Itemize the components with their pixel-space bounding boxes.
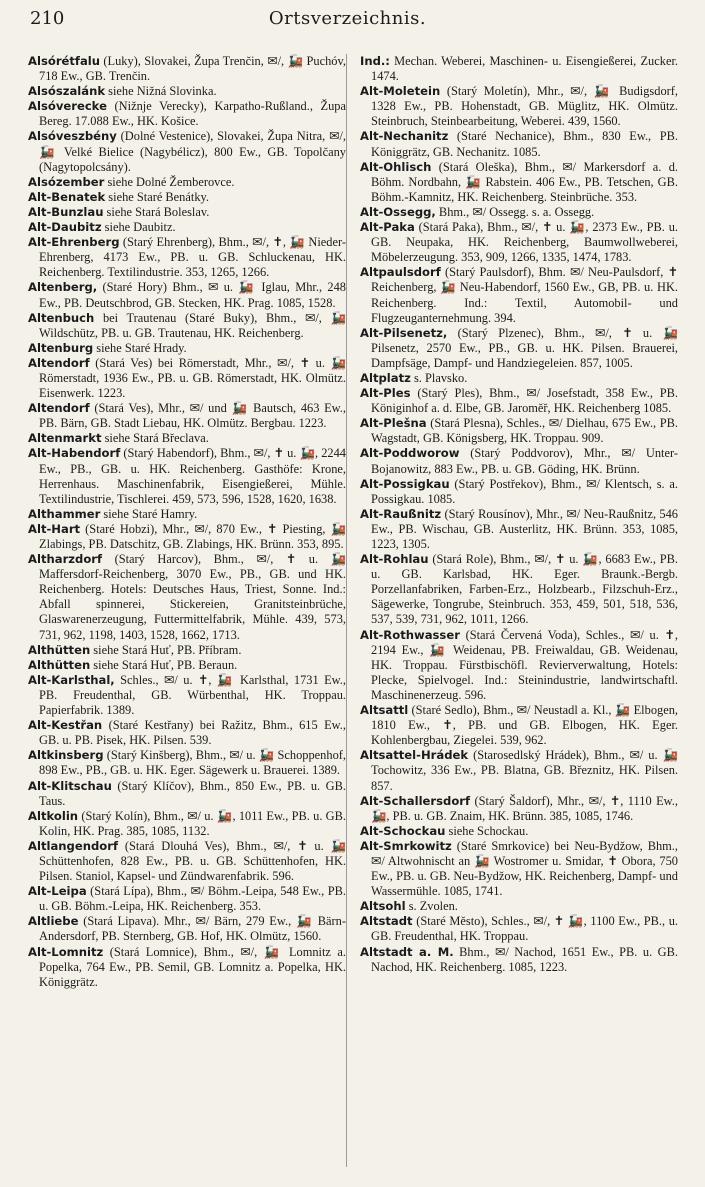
entry-text: (Starosedlský Hrádek), Bhm., ✉/ u. 🚂 Tochowitz, 336 Ew., PB. Blatna, GB. Březnitz, HK. Pilsen. 857.: [371, 748, 678, 793]
entry-text: (Staré Kestřany) bei Ražitz, Bhm., 615 Ew., GB. u. PB. Pisek, HK. Pilsen. 539.: [39, 718, 346, 748]
index-entry: [360, 703, 678, 748]
entry-headword: Altliebe: [28, 914, 79, 929]
entry-headword: Alt-Ohlisch: [360, 159, 432, 174]
index-entry: [28, 839, 346, 884]
index-entry: [360, 205, 678, 220]
entry-headword: Alsózember: [28, 174, 105, 189]
index-entry: [28, 673, 346, 718]
entry-text: (Stará Červená Voda), Schles., ✉/ u. ✝, 2194 Ew., 🚂 Weidenau, PB. Freiwaldau, GB. Weidenau, HK. Troppau. Fürstbischöfl. Revierverwaltung, Hotels: Plecke, Spielvogel. Ind.: Steinindustrie, landwirtschaftl. Maschinenerzeug. 596.: [371, 627, 678, 702]
entry-text: (Stará Ves) bei Römerstadt, Mhr., ✉/, ✝ u. 🚂 Römerstadt, 1936 Ew., PB. u. GB. Römerstadt, HK. Olmütz. Eisenwerk. 1223.: [39, 355, 346, 401]
entry-text: (Stará Oleška), Bhm., ✉/ Markersdorf a. d. Böhm. Nordbahn, 🚂 Rabstein. 406 Ew., PB. Tetschen, GB. Böhm.-Kamnitz, HK. Reichenberg. Steinbrüche. 353.: [371, 159, 678, 204]
entry-headword: Altenberg,: [28, 280, 98, 295]
entry-text: siehe Staré Hamry.: [100, 506, 198, 521]
index-entry: [360, 839, 678, 899]
index-entry: [28, 54, 346, 84]
entry-text: (Stará Lomnice), Bhm., ✉/, 🚂 Lomnitz a. Popelka, 764 Ew., PB. Semil, GB. Lomnitz a. Popelka, HK. Königgrätz.: [39, 944, 346, 989]
entry-text: (Stará Ves), Mhr., ✉/ und 🚂 Bautsch, 463 Ew., PB. Bärn, GB. Stadt Liebau, HK. Olmütz. Bergbau. 1223.: [39, 401, 346, 431]
index-entry: [360, 416, 678, 446]
entry-headword: Alt-Schockau: [360, 823, 446, 838]
entry-text: siehe Stará Břeclava.: [101, 431, 209, 446]
entry-text: Bhm., ✉/ Ossegg. s. a. Ossegg.: [435, 204, 595, 219]
index-entry: [28, 99, 346, 129]
index-entry: [360, 446, 678, 476]
entry-headword: Alt-Paka: [360, 220, 415, 235]
left-column: [28, 54, 346, 1179]
index-entry: [28, 507, 346, 522]
entry-headword: Alt-Poddworow: [360, 446, 460, 461]
entry-headword: Althammer: [28, 506, 101, 521]
index-entry: [28, 220, 346, 235]
entry-text: (Dolné Vestenice), Slovakei, Župa Nitra, ✉/, 🚂 Velké Bielice (Nagybélicz), 800 Ew., GB. Topolčany (Nagytopolcsány).: [39, 129, 346, 174]
column-divider: [346, 54, 347, 1167]
index-entry: [28, 552, 346, 643]
entry-headword: Alt-Bunzlau: [28, 204, 104, 219]
entry-text: (Starý Rousínov), Mhr., ✉/ Neu-Raußnitz, 546 Ew., PB. Wischau, GB. Austerlitz, HK. Brünn. 353, 1085, 1223, 1305.: [371, 506, 678, 551]
entry-headword: Alt-Karlsthal,: [28, 672, 115, 687]
entry-headword: Alsóveszbény: [28, 129, 117, 144]
entry-headword: Altenmarkt: [28, 431, 102, 446]
index-entry: [360, 371, 678, 386]
entry-text: siehe Stará Huť, PB. Příbram.: [90, 642, 242, 657]
entry-headword: Alt-Habendorf: [28, 446, 121, 461]
entry-text: siehe Daubitz.: [101, 220, 176, 235]
entry-headword: Altenbuch: [28, 310, 95, 325]
entry-text: siehe Stará Boleslav.: [103, 204, 210, 219]
entry-headword: Altsattl: [360, 703, 409, 718]
index-entry: [28, 280, 346, 310]
index-entry: [28, 522, 346, 552]
index-entry: [28, 401, 346, 431]
entry-headword: Alt-Ossegg,: [360, 204, 436, 219]
entry-headword: Alt-Schallersdorf: [360, 793, 471, 808]
entry-text: siehe Staré Hrady.: [93, 340, 187, 355]
entry-headword: Alt-Benatek: [28, 189, 106, 204]
entry-text: (Nižnje Verecky), Karpatho-Rußland., Župa Bereg. 17.088 Ew., HK. Košice.: [39, 99, 346, 129]
right-column: [360, 54, 678, 1179]
entry-text: (Starý Poddvorov), Mhr., ✉/ Unter-Bojanowitz, 883 Ew., PB. u. GB. Göding, HK. Brünn.: [371, 446, 678, 476]
index-entry: [28, 235, 346, 280]
entry-text: (Starý Kinšberg), Bhm., ✉/ u. 🚂 Schoppenhof, 898 Ew., PB., GB. u. HK. Eger. Sägewerk u. Brauerei. 1389.: [39, 748, 346, 778]
entry-headword: Alt-Daubitz: [28, 220, 102, 235]
entry-text: (Starý Ples), Bhm., ✉/ Josefstadt, 358 Ew., PB. Königinhof a. d. Elbe, GB. Jaroměř, HK. Reichenberg 1085.: [371, 386, 678, 416]
entry-text: siehe Dolné Žemberovce.: [104, 174, 235, 189]
page-title: Ortsverzeichnis.: [268, 8, 427, 29]
index-entry: [360, 129, 678, 159]
index-entry: [360, 552, 678, 627]
entry-text: (Starý Kolín), Bhm., ✉/ u. 🚂, 1011 Ew., PB. u. GB. Kolin, HK. Prag. 385, 1085, 1132.: [39, 808, 346, 838]
entry-text: Mechan. Weberei, Maschinen- u. Eisengießerei, Zucker. 1474.: [371, 54, 678, 84]
entry-text: (Starý Klíčov), Bhm., 850 Ew., PB. u. GB. Taus.: [39, 778, 346, 808]
entry-text: (Stará Lipava). Mhr., ✉/ Bärn, 279 Ew., 🚂 Bärn-Andersdorf, PB. Sternberg, GB. Hof, HK. Olmütz, 1560.: [39, 914, 346, 944]
index-entry: [28, 84, 346, 99]
index-entry: [28, 809, 346, 839]
index-entry: [28, 129, 346, 174]
entry-text: (Starý Harcov), Bhm., ✉/, ✝ u. 🚂 Maffersdorf-Reichenberg, 3070 Ew., PB., GB. und HK. Reichenberg. Hotels: Deutsches Haus, Triest, Sonne. Ind.: Abfall spinnerei, Stickereien, Granitsteinbrüche, Glaswarenerzeugung, Futtermittelfabrik, Mühle. 439, 573, 731, 962, 1198, 1403, 1528, 1662, 1713.: [39, 552, 346, 642]
entry-text: (Stará Plesna), Schles., ✉/ Dielhau, 675 Ew., PB. Wagstadt, GB. Königsberg, HK. Troppau. 909.: [371, 416, 678, 446]
index-entry: [360, 84, 678, 129]
entry-text: (Starý Ehrenberg), Bhm., ✉/, ✝, 🚂 Nieder-Ehrenberg, 4173 Ew., PB. u. GB. Schluckenau, HK. Reichenberg. Textilindustrie. 353, 1265, 1266.: [39, 235, 346, 280]
entry-headword: Alt-Leipa: [28, 884, 87, 899]
entry-text: (Staré Město), Schles., ✉/, ✝ 🚂, 1100 Ew., PB., u. GB. Freudenthal, HK. Troppau.: [371, 914, 678, 944]
entry-headword: Altstadt a. M.: [360, 944, 454, 959]
entry-text: siehe Schockau.: [445, 823, 529, 838]
entry-headword: Alt-Pilsenetz,: [360, 325, 448, 340]
entry-headword: Altsattel-Hrádek: [360, 748, 469, 763]
index-entry: [28, 311, 346, 341]
index-entry: [28, 779, 346, 809]
index-entry: [28, 431, 346, 446]
page-number: 210: [30, 8, 65, 29]
index-entry: [360, 628, 678, 703]
entry-headword: Altkolin: [28, 808, 79, 823]
index-entry: [360, 507, 678, 552]
entry-text: (Staré Nechanice), Bhm., 830 Ew., PB. Königgrätz, GB. Nechanitz. 1085.: [371, 129, 678, 159]
entry-text: (Starý Moletín), Mhr., ✉/, 🚂 Budigsdorf, 1328 Ew., PB. Hohenstadt, GB. Müglitz, HK. Olmütz. Steinbruch, Steinbearbeitung, Weberei. 439, 1560.: [371, 84, 678, 129]
index-entry: [360, 748, 678, 793]
entry-headword: Alt-Rohlau: [360, 552, 429, 567]
page-header: [30, 8, 665, 34]
index-entry: [360, 54, 678, 84]
entry-text: siehe Staré Benátky.: [105, 189, 209, 204]
entry-text: (Starý Paulsdorf), Bhm. ✉/ Neu-Paulsdorf, ✝ Reichenberg, 🚂 Neu-Habendorf, 1560 Ew., GB, PB. u. HK. Reichenberg. Ind.: Textil, Automobil- und Flugzeuganternehmung. 394.: [371, 265, 678, 325]
index-entry: [28, 748, 346, 778]
entry-text: siehe Stará Huť, PB. Beraun.: [90, 657, 238, 672]
index-entry: [28, 658, 346, 673]
entry-headword: Altsohl: [360, 899, 406, 914]
index-entry: [28, 205, 346, 220]
entry-headword: Alt-Plešna: [360, 416, 427, 431]
entry-headword: Altharzdorf: [28, 552, 103, 567]
entry-text: (Starý Habendorf), Bhm., ✉/, ✝ u. 🚂, 2244 Ew., PB., GB. u. HK. Reichenberg. Gasthöfe: Krone, Herrenhaus. Maschinenfabrik, Eisengießerei, Mühle. Textilindustrie, Tischlerei. 459, 573, 596, 1528, 1620, 1638.: [39, 446, 346, 506]
index-entry: [28, 175, 346, 190]
entry-headword: Altenburg: [28, 340, 94, 355]
entry-text: (Stará Role), Bhm., ✉/, ✝ u. 🚂, 6683 Ew., PB. u. GB. Karlsbad, HK. Eger. Braunk.-Bergb. Porzellanfabriken, Farben-Erz., Holzbearb., Filzschuh-Erz., Sägewerke, Tongrube, Steinbruch. 353, 459, 501, 518, 536, 537, 539, 731, 962, 1011, 1266.: [371, 552, 678, 627]
index-entry: [28, 643, 346, 658]
entry-headword: Alsószalánk: [28, 84, 106, 99]
index-entry: [360, 914, 678, 944]
entry-headword: Altlangendorf: [28, 838, 118, 853]
entry-text: (Starý Plzenec), Bhm., ✉/, ✝ u. 🚂 Pilsenetz, 2570 Ew., PB., GB. u. HK. Pilsen. Brauerei, Dampfsäge, Dampf- und Handziegeleien. 857, 1005.: [371, 325, 678, 370]
entry-text: (Starý Postřekov), Bhm., ✉/ Klentsch, s. a. Possigkau. 1085.: [371, 476, 678, 506]
entry-text: s. Zvolen.: [405, 899, 458, 914]
entry-headword: Alsóverecke: [28, 99, 107, 114]
index-entry: [28, 190, 346, 205]
index-entry: [360, 899, 678, 914]
entry-headword: Alt-Hart: [28, 521, 81, 536]
entry-text: Bhm., ✉/ Nachod, 1651 Ew., PB. u. GB. Nachod, HK. Reichenberg. 1085, 1223.: [371, 944, 678, 974]
index-entry: [360, 824, 678, 839]
entry-text: s. Plavsko.: [410, 370, 468, 385]
entry-text: (Stará Lípa), Bhm., ✉/ Böhm.-Leipa, 548 Ew., PB. u. GB. Böhm.-Leipa, HK. Reichenberg. 353.: [39, 884, 346, 914]
entry-text: (Starý Šaldorf), Mhr., ✉/, ✝, 1110 Ew., 🚂, PB. u. GB. Znaim, HK. Brünn. 385, 1085, 1746.: [371, 793, 678, 823]
entry-headword: Alt-Moletein: [360, 84, 441, 99]
index-entry: [360, 945, 678, 975]
entry-headword: Alt-Ples: [360, 386, 411, 401]
index-entry: [28, 341, 346, 356]
entry-text: (Staré Hory) Bhm., ✉ u. 🚂 Iglau, Mhr., 248 Ew., PB. Deutschbrod, GB. Stecken, HK. Prag. 1085, 1528.: [39, 280, 346, 310]
index-entry: [28, 718, 346, 748]
entry-text: Schles., ✉/ u. ✝, 🚂 Karlsthal, 1731 Ew., PB. Freudenthal, GB. Würbenthal, HK. Troppau. Papierfabrik. 1389.: [39, 672, 346, 718]
entry-headword: Althütten: [28, 657, 91, 672]
index-entry: [360, 386, 678, 416]
entry-headword: Ind.:: [360, 54, 390, 68]
index-entry: [360, 326, 678, 371]
entry-headword: Alt-Rothwasser: [360, 627, 460, 642]
entry-headword: Althütten: [28, 642, 91, 657]
entry-headword: Altendorf: [28, 355, 90, 370]
entry-headword: Alt-Possigkau: [360, 476, 450, 491]
index-entry: [360, 220, 678, 265]
entry-text: siehe Nižná Slovinka.: [105, 84, 217, 99]
entry-headword: Alt-Raußnitz: [360, 506, 442, 521]
entry-text: (Staré Hobzi), Mhr., ✉/, 870 Ew., ✝ Piesting, 🚂 Zlabings, PB. Datschitz, GB. Zlabings, HK. Brünn. 353, 895.: [39, 521, 346, 551]
index-entry: [28, 356, 346, 401]
entry-text: (Luky), Slovakei, Župa Trenčin, ✉/, 🚂 Puchóv, 718 Ew., GB. Trenčin.: [39, 54, 346, 84]
entry-headword: Alt-Lomnitz: [28, 944, 104, 959]
entry-text: (Staré Sedlo), Bhm., ✉/ Neustadl a. Kl., 🚂 Elbogen, 1810 Ew., ✝, PB. und GB. Elbogen, HK. Eger. Kohlenbergbau, Ziegelei. 539, 962.: [371, 703, 678, 748]
entry-text: bei Trautenau (Staré Buky), Bhm., ✉/, 🚂 Wildschütz, PB. u. GB. Trautenau, HK. Reichenberg.: [39, 310, 346, 340]
entry-headword: Altendorf: [28, 401, 90, 416]
entry-headword: Alt-Klitschau: [28, 778, 112, 793]
entry-headword: Alsórétfalu: [28, 54, 101, 68]
entry-headword: Altstadt: [360, 914, 413, 929]
index-entry: [28, 945, 346, 990]
entry-headword: Altkinsberg: [28, 748, 104, 763]
index-entry: [360, 160, 678, 205]
entry-text: (Staré Smrkovice) bei Neu-Bydžow, Bhm., ✉/ Altwohnischt an 🚂 Wostromer u. Smidar, ✝ Obora, 750 Ew., PB. u. GB. Neu-Bydžow, HK. Reichenberg, Dampf- und Wassermühle. 1085, 1741.: [371, 838, 678, 899]
index-entry: [28, 914, 346, 944]
entry-headword: Alt-Nechanitz: [360, 129, 449, 144]
index-entry: [28, 884, 346, 914]
entry-headword: Alt-Ehrenberg: [28, 235, 120, 250]
index-entry: [360, 477, 678, 507]
entry-headword: Alt-Kestřan: [28, 718, 103, 733]
index-entry: [360, 265, 678, 325]
entry-headword: Altpaulsdorf: [360, 265, 441, 280]
index-entry: [360, 794, 678, 824]
entry-headword: Altplatz: [360, 370, 411, 385]
entry-text: (Stará Dlouhá Ves), Bhm., ✉/, ✝ u. 🚂 Schüttenhofen, 828 Ew., PB. u. GB. Schüttenhofen, HK. Pilsen. Staniol, Kapsel- und Zündwarenfabrik. 596.: [39, 838, 346, 884]
entry-text: (Stará Paka), Bhm., ✉/, ✝ u. 🚂, 2373 Ew., PB. u. GB. Neupaka, HK. Reichenberg, Baumwollweberei, Möbelerzeugung. 353, 909, 1266, 1335, 1474, 1783.: [371, 220, 678, 265]
index-entry: [28, 446, 346, 506]
entry-headword: Alt-Smrkowitz: [360, 838, 452, 853]
